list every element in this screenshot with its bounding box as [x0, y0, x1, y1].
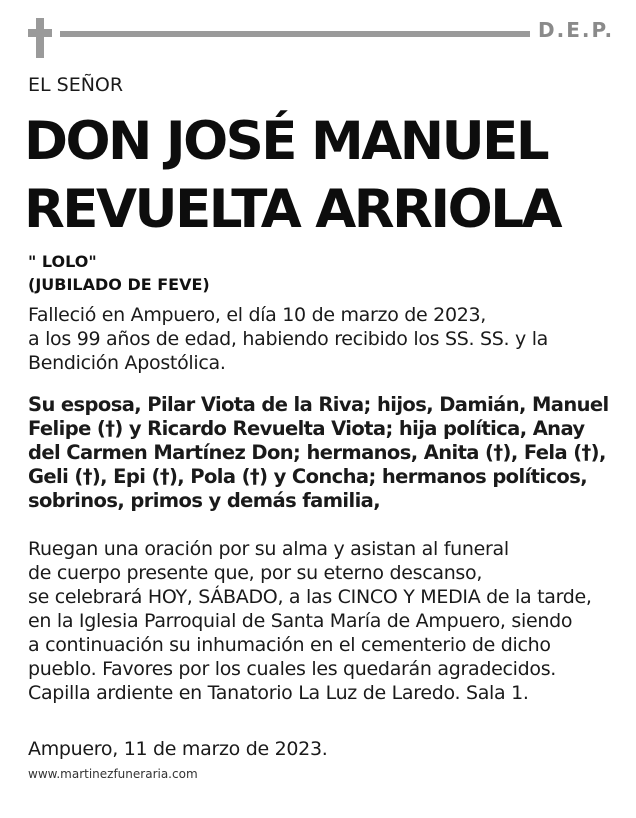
- funeral-line: se celebrará HOY, SÁBADO, a las CINCO Y MEDIA de la tarde,: [28, 586, 592, 608]
- cross-icon: [28, 18, 52, 58]
- death-notice-line: a los 99 años de edad, habiendo recibido los SS. SS. y la: [28, 328, 549, 350]
- family-list: [28, 393, 609, 513]
- funeral-line: Ruegan una oración por su alma y asistan al funeral: [28, 538, 509, 560]
- website-link[interactable]: www.martinezfuneraria.com: [28, 767, 198, 781]
- funeral-line: pueblo. Favores por los cuales les quedarán agradecidos.: [28, 658, 557, 680]
- deceased-name-line-1: DON JOSÉ MANUEL: [24, 111, 548, 172]
- death-notice: [28, 303, 548, 375]
- funeral-line: a continuación su inhumación en el cementerio de dicho: [28, 634, 551, 656]
- funeral-line: en la Iglesia Parroquial de Santa María de Ampuero, siendo: [28, 610, 573, 632]
- dep-badge: D.E.P.: [538, 18, 615, 42]
- family-line: Felipe (†) y Ricardo Revuelta Viota; hija política, Anay: [28, 417, 585, 440]
- place-date: Ampuero, 11 de marzo de 2023.: [28, 738, 328, 760]
- funeral-details: [28, 537, 592, 705]
- funeral-line: de cuerpo presente que, por su eterno descanso,: [28, 562, 483, 584]
- death-notice-line: Bendición Apostólica.: [28, 352, 226, 374]
- family-line: Geli (†), Epi (†), Pola (†) y Concha; hermanos políticos,: [28, 465, 588, 488]
- family-line: del Carmen Martínez Don; hermanos, Anita (†), Fela (†),: [28, 441, 606, 464]
- family-line: sobrinos, primos y demás familia,: [28, 489, 381, 512]
- honorific: EL SEÑOR: [28, 74, 124, 96]
- occupation: (JUBILADO DE FEVE): [28, 275, 210, 294]
- funeral-line: Capilla ardiente en Tanatorio La Luz de Laredo. Sala 1.: [28, 682, 529, 704]
- nickname: " LOLO": [28, 252, 97, 271]
- death-notice-line: Falleció en Ampuero, el día 10 de marzo de 2023,: [28, 304, 487, 326]
- family-line: Su esposa, Pilar Viota de la Riva; hijos, Damián, Manuel: [28, 393, 609, 416]
- header-rule: [60, 31, 530, 37]
- deceased-name-line-2: REVUELTA ARRIOLA: [24, 179, 560, 240]
